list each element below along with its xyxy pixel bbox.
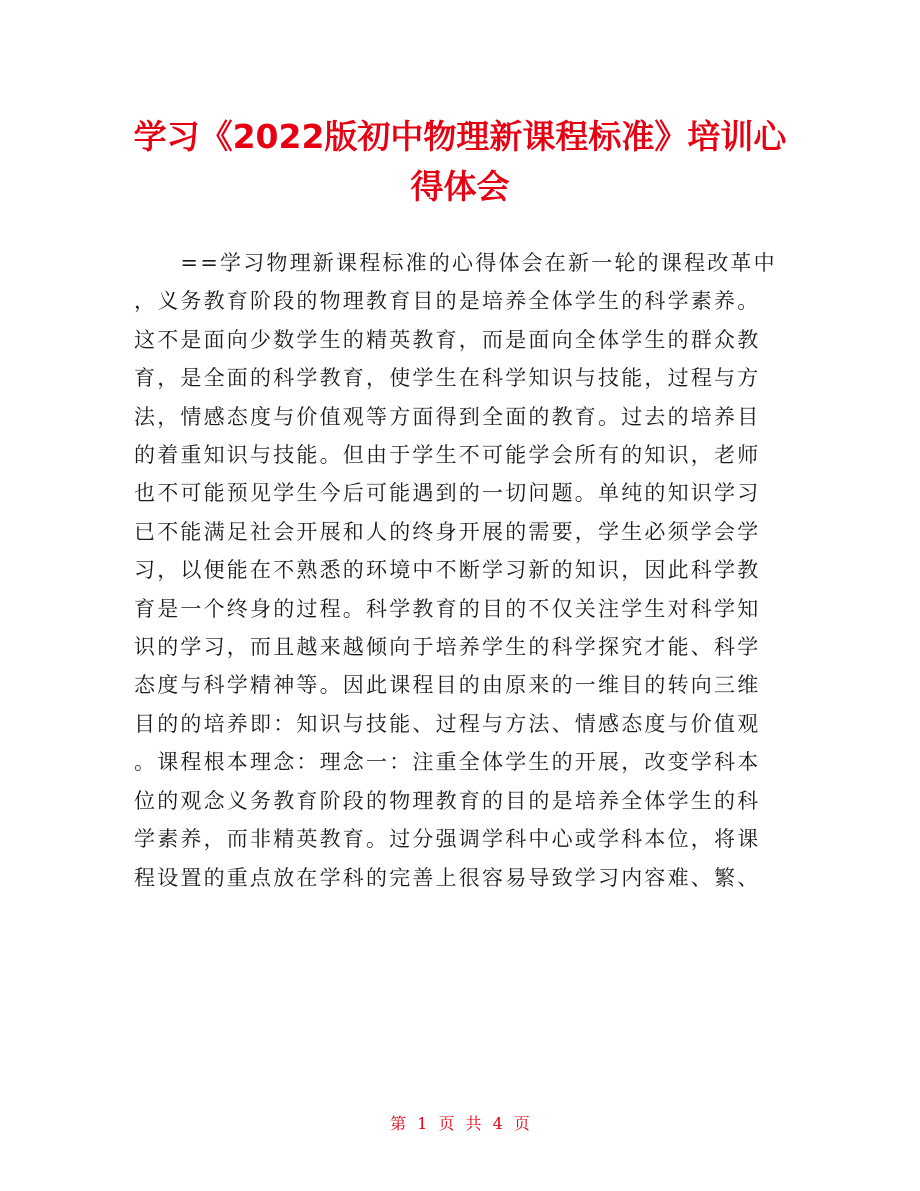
body-line: 态度与科学精神等。因此课程目的由原来的一维目的转向三维 [134,673,761,698]
body-line: 程设置的重点放在学科的完善上很容易导致学习内容难、繁、 [134,865,761,890]
body-line: ==学习物理新课程标准的心得体会在新一轮的课程改革中 [134,251,777,275]
body-line: 也不可能预见学生今后可能遇到的一切问题。单纯的知识学习 [134,481,761,506]
body-line: 学素养，而非精英教育。过分强调学科中心或学科本位，将课 [134,827,761,852]
body-line: 习，以便能在不熟悉的环境中不断学习新的知识，因此科学教 [134,558,761,583]
body-line: 位的观念义务教育阶段的物理教育的目的是培养全体学生的科 [134,788,761,813]
body-line: 目的的培养即：知识与技能、过程与方法、情感态度与价值观 [134,711,761,736]
body-line: 识的学习，而且越来越倾向于培养学生的科学探究才能、科学 [134,635,761,660]
body-line: 这不是面向少数学生的精英教育，而是面向全体学生的群众教 [134,327,761,352]
document-title: 学习《2022版初中物理新课程标准》培训心得体会 [133,117,787,206]
body-line: 。课程根本理念：理念一：注重全体学生的开展，改变学科本 [134,750,761,775]
body-line: 育是一个终身的过程。科学教育的目的不仅关注学生对科学知 [134,596,761,621]
body-line: 的着重知识与技能。但由于学生不可能学会所有的知识，老师 [134,443,761,468]
body-line: 已不能满足社会开展和人的终身开展的需要，学生必须学会学 [134,519,761,544]
body-line: 法，情感态度与价值观等方面得到全面的教育。过去的培养目 [134,404,761,429]
body-line: 育，是全面的科学教育，使学生在科学知识与技能，过程与方 [134,366,761,391]
document-body [134,244,786,897]
body-line: ，义务教育阶段的物理教育目的是培养全体学生的科学素养。 [134,289,761,314]
page-number-footer: 第 1 页 共 4 页 [390,1114,530,1133]
